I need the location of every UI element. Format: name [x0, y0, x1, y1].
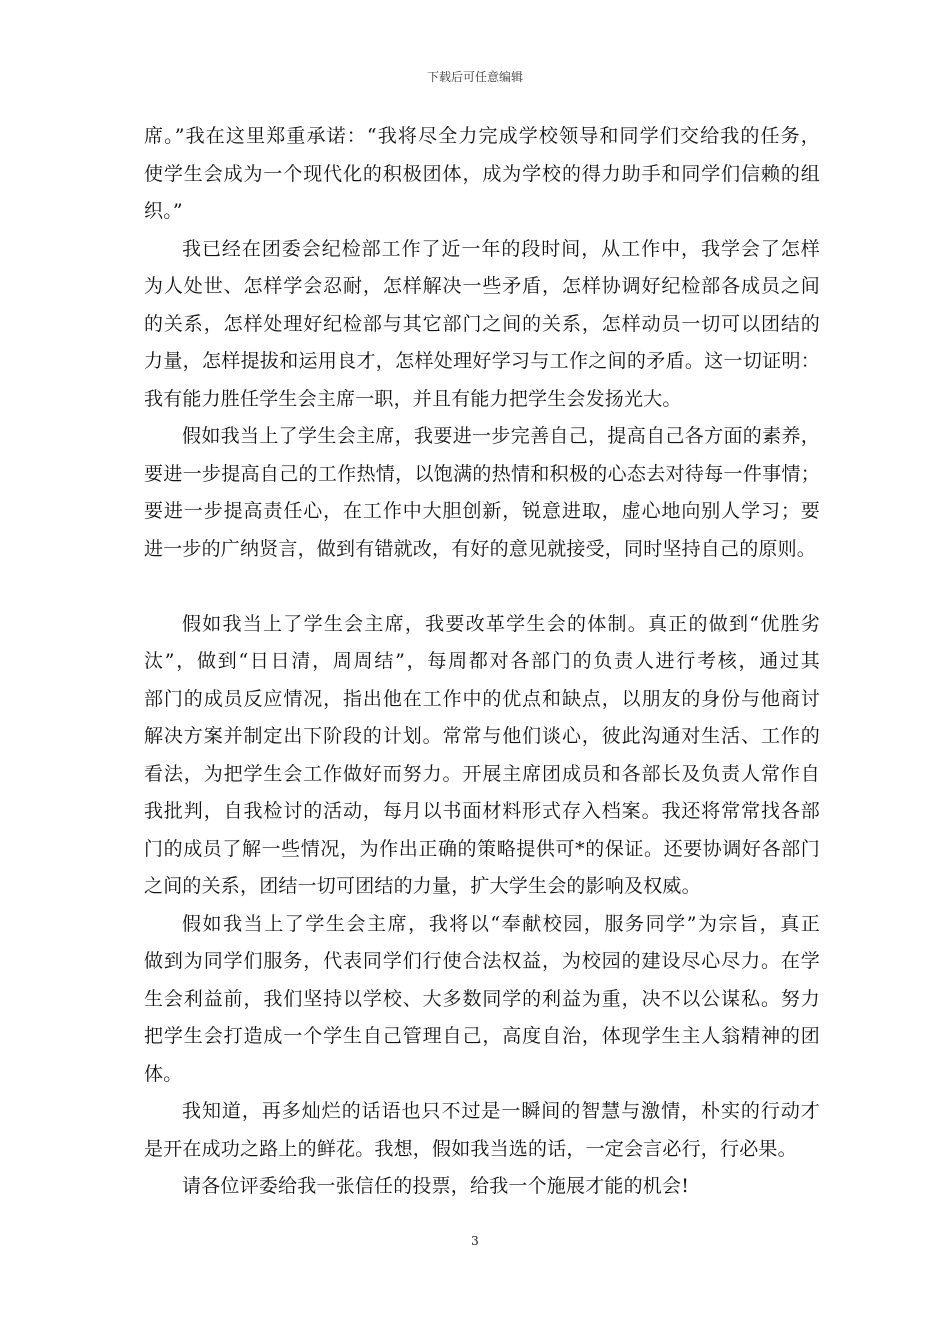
paragraph — [144, 1168, 820, 1206]
text-line: 门的成员了解一些情况，为作出正确的策略提供可*的保证。还要协调好各部门 — [144, 837, 820, 860]
text-line: 假如我当上了学生会主席，我要进一步完善自己，提高自己各方面的素养， — [182, 425, 820, 447]
text-line: 假如我当上了学生会主席，我将以“奉献校园，服务同学”为宗旨，真正 — [182, 912, 820, 935]
text-line: 解决方案并制定出下阶段的计划。常常与他们谈心，彼此沟通对生活、工作的 — [144, 725, 820, 747]
paragraph-spacer — [144, 568, 820, 606]
text-line: 生会利益前，我们坚持以学校、大多数同学的利益为重，决不以公谋私。努力 — [144, 987, 820, 1010]
page-header: 下载后可任意编辑 — [426, 70, 523, 84]
text-line: 之间的关系，团结一切可团结的力量，扩大学生会的影响及权威。 — [144, 875, 701, 897]
text-line: 使学生会成为一个现代化的积极团体，成为学校的得力助手和同学们信赖的组 — [144, 162, 820, 185]
text-line: 看法，为把学生会工作做好而努力。开展主席团成员和各部长及负责人常作自 — [144, 762, 820, 785]
text-line: 我批判，自我检讨的活动，每月以书面材料形式存入档案。我还将常常找各部 — [144, 800, 820, 822]
text-line: 织。” — [144, 200, 183, 222]
text-line: 把学生会打造成一个学生自己管理自己，高度自治，体现学生主人翁精神的团 — [144, 1025, 820, 1047]
text-line: 汰”，做到“日日清，周周结”，每周都对各部门的负责人进行考核，通过其 — [144, 650, 820, 672]
page-number: 3 — [471, 1234, 479, 1248]
text-line: 体。 — [144, 1062, 183, 1085]
paragraph — [144, 118, 820, 231]
text-line: 要进一步提高责任心，在工作中大胆创新，锐意进取，虚心地向别人学习；要 — [144, 500, 820, 522]
text-line: 力量，怎样提拔和运用良才，怎样处理好学习与工作之间的矛盾。这一切证明： — [144, 350, 820, 372]
paragraph — [144, 231, 820, 419]
paragraph — [144, 1093, 820, 1168]
text-line: 是开在成功之路上的鲜花。我想，假如我当选的话，一定会言必行，行必果。 — [144, 1137, 797, 1160]
paragraph — [144, 418, 820, 568]
text-line: 我有能力胜任学生会主席一职，并且有能力把学生会发扬光大。 — [144, 387, 682, 410]
text-line: 做到为同学们服务，代表同学们行使合法权益，为校园的建设尽心尽力。在学 — [144, 950, 820, 972]
paragraph — [144, 906, 820, 1094]
text-line: 的关系，怎样处理好纪检部与其它部门之间的关系，怎样动员一切可以团结的 — [144, 312, 820, 335]
text-line: 进一步的广纳贤言，做到有错就改，有好的意见就接受，同时坚持自己的原则。 — [144, 537, 817, 560]
text-line: 我知道，再多灿烂的话语也只不过是一瞬间的智慧与激情，朴实的行动才 — [182, 1100, 820, 1122]
text-line: 席。”我在这里郑重承诺：“我将尽全力完成学校领导和同学们交给我的任务， — [144, 125, 820, 147]
paragraph — [144, 606, 820, 906]
text-line: 部门的成员反应情况，指出他在工作中的优点和缺点，以朋友的身份与他商讨 — [144, 687, 820, 710]
document-body — [144, 118, 820, 1206]
text-line: 我已经在团委会纪检部工作了近一年的段时间，从工作中，我学会了怎样 — [182, 237, 820, 260]
text-line: 要进一步提高自己的工作热情，以饱满的热情和积极的心态去对待每一件事情； — [144, 462, 820, 485]
text-line: 假如我当上了学生会主席，我要改革学生会的体制。真正的做到“优胜劣 — [182, 612, 820, 635]
text-line: 请各位评委给我一张信任的投票，给我一个施展才能的机会! — [182, 1175, 690, 1197]
text-line: 为人处世、怎样学会忍耐，怎样解决一些矛盾，怎样协调好纪检部各成员之间 — [144, 275, 820, 297]
